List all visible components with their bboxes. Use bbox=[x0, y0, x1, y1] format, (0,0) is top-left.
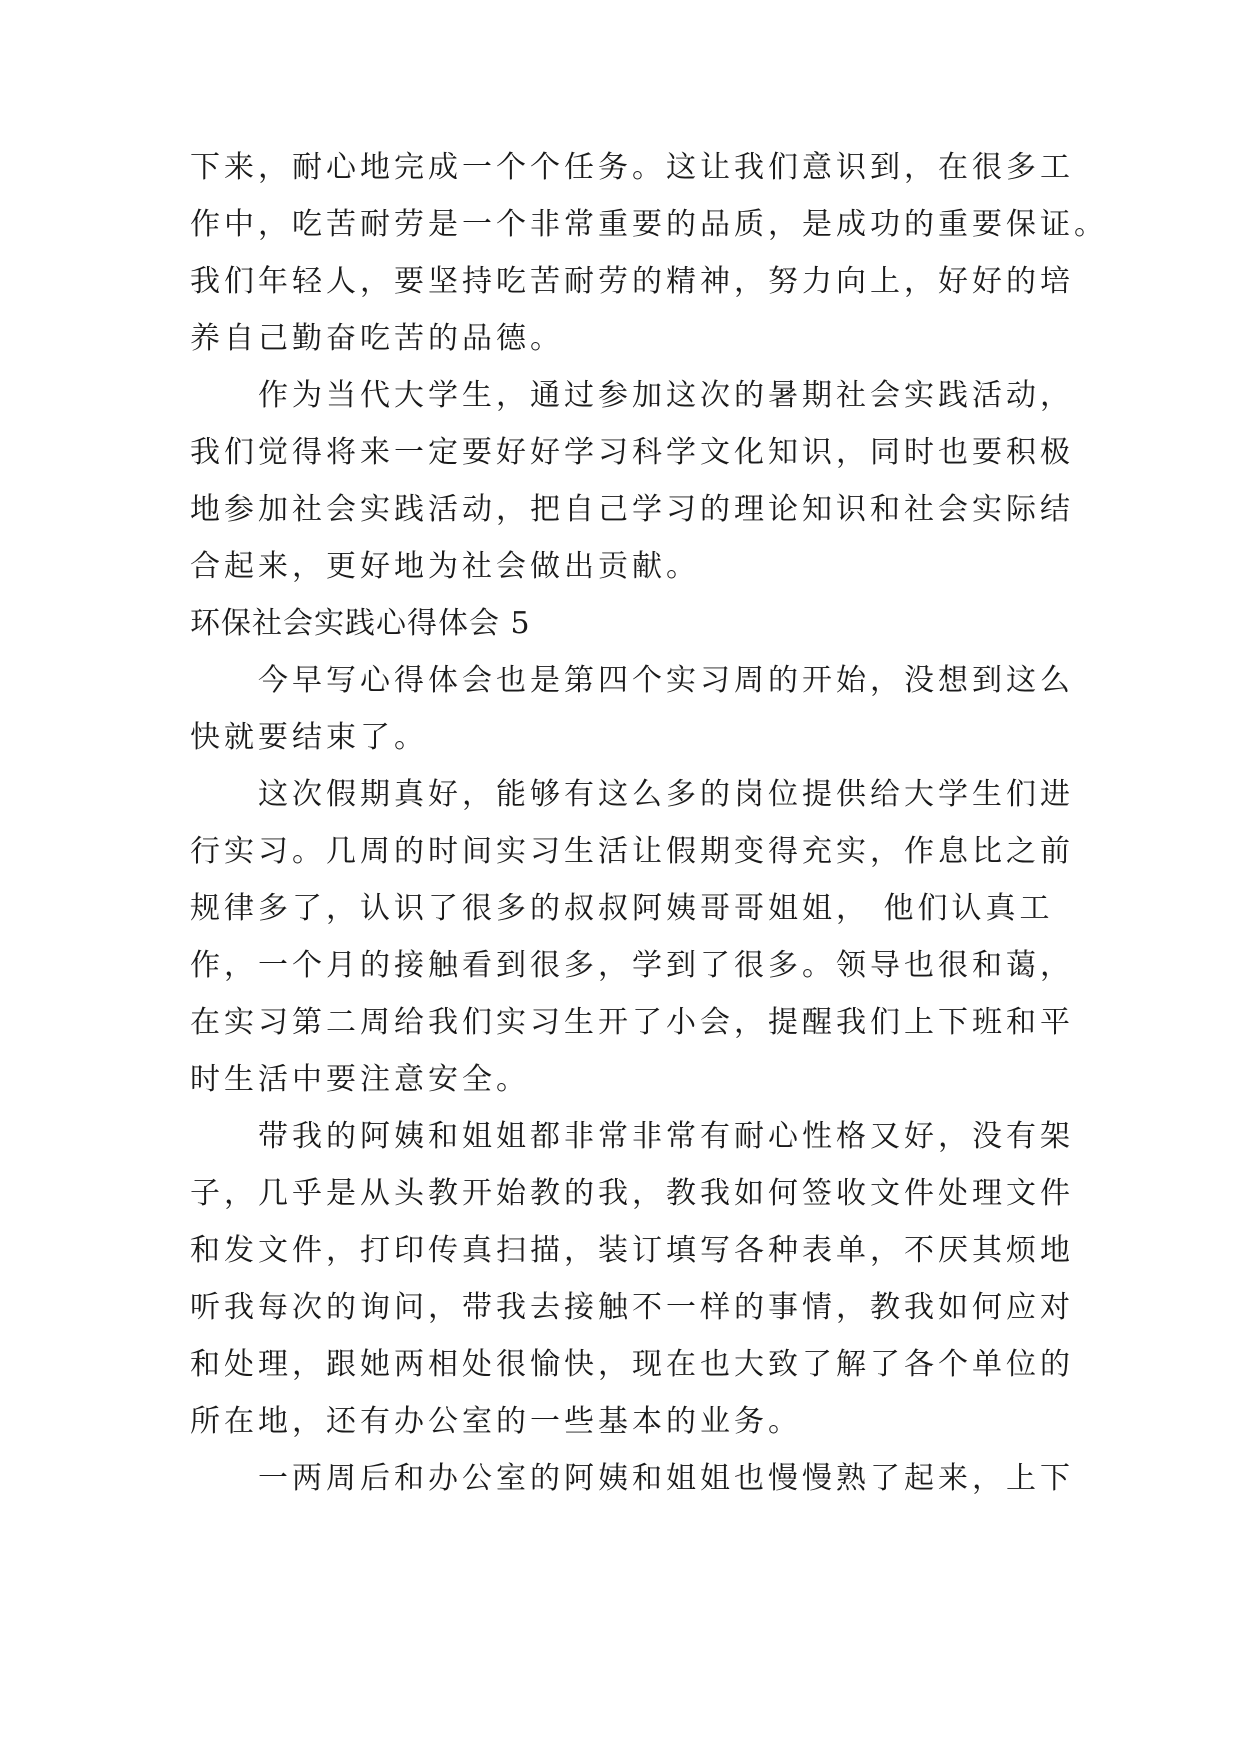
paragraph-4-line-1: 这次假期真好，能够有这么多的岗位提供给大学生们进 bbox=[258, 777, 1074, 812]
paragraph-4-line-2: 行实习。几周的时间实习生活让假期变得充实，作息比之前 bbox=[190, 834, 1074, 869]
paragraph-6-line-1: 一两周后和办公室的阿姨和姐姐也慢慢熟了起来，上下 bbox=[258, 1461, 1074, 1496]
paragraph-5-line-2: 子，几乎是从头教开始教的我，教我如何签收文件处理文件 bbox=[190, 1176, 1074, 1211]
paragraph-1-line-3: 我们年轻人，要坚持吃苦耐劳的精神，努力向上，好好的培 bbox=[190, 264, 1074, 299]
paragraph-5-line-6: 所在地，还有办公室的一些基本的业务。 bbox=[190, 1404, 802, 1439]
paragraph-2-line-2: 我们觉得将来一定要好好学习科学文化知识，同时也要积极 bbox=[190, 435, 1074, 470]
paragraph-5-line-3: 和发文件，打印传真扫描，装订填写各种表单，不厌其烦地 bbox=[190, 1233, 1074, 1268]
paragraph-2-line-4: 合起来，更好地为社会做出贡献。 bbox=[190, 549, 700, 584]
paragraph-1-line-2: 作中，吃苦耐劳是一个非常重要的品质，是成功的重要保证。 bbox=[190, 207, 1108, 242]
paragraph-2-line-3: 地参加社会实践活动，把自己学习的理论知识和社会实际结 bbox=[190, 492, 1074, 527]
paragraph-2-line-1: 作为当代大学生，通过参加这次的暑期社会实践活动， bbox=[258, 378, 1074, 413]
paragraph-5-line-1: 带我的阿姨和姐姐都非常非常有耐心性格又好，没有架 bbox=[258, 1119, 1074, 1154]
paragraph-3-line-1: 今早写心得体会也是第四个实习周的开始，没想到这么 bbox=[258, 663, 1074, 698]
paragraph-5-line-4: 听我每次的询问，带我去接触不一样的事情，教我如何应对 bbox=[190, 1290, 1074, 1325]
paragraph-4-line-5: 在实习第二周给我们实习生开了小会，提醒我们上下班和平 bbox=[190, 1005, 1074, 1040]
paragraph-4-line-4: 作，一个月的接触看到很多，学到了很多。领导也很和蔼， bbox=[190, 948, 1074, 983]
paragraph-1-line-1: 下来，耐心地完成一个个任务。这让我们意识到，在很多工 bbox=[190, 150, 1074, 185]
section-heading: 环保社会实践心得体会 5 bbox=[190, 606, 531, 641]
paragraph-3-line-2: 快就要结束了。 bbox=[190, 720, 428, 755]
paragraph-4-line-3: 规律多了，认识了很多的叔叔阿姨哥哥姐姐， 他们认真工 bbox=[190, 891, 1054, 926]
paragraph-4-line-6: 时生活中要注意安全。 bbox=[190, 1062, 530, 1097]
paragraph-5-line-5: 和处理，跟她两相处很愉快，现在也大致了解了各个单位的 bbox=[190, 1347, 1074, 1382]
paragraph-1-line-4: 养自己勤奋吃苦的品德。 bbox=[190, 321, 564, 356]
